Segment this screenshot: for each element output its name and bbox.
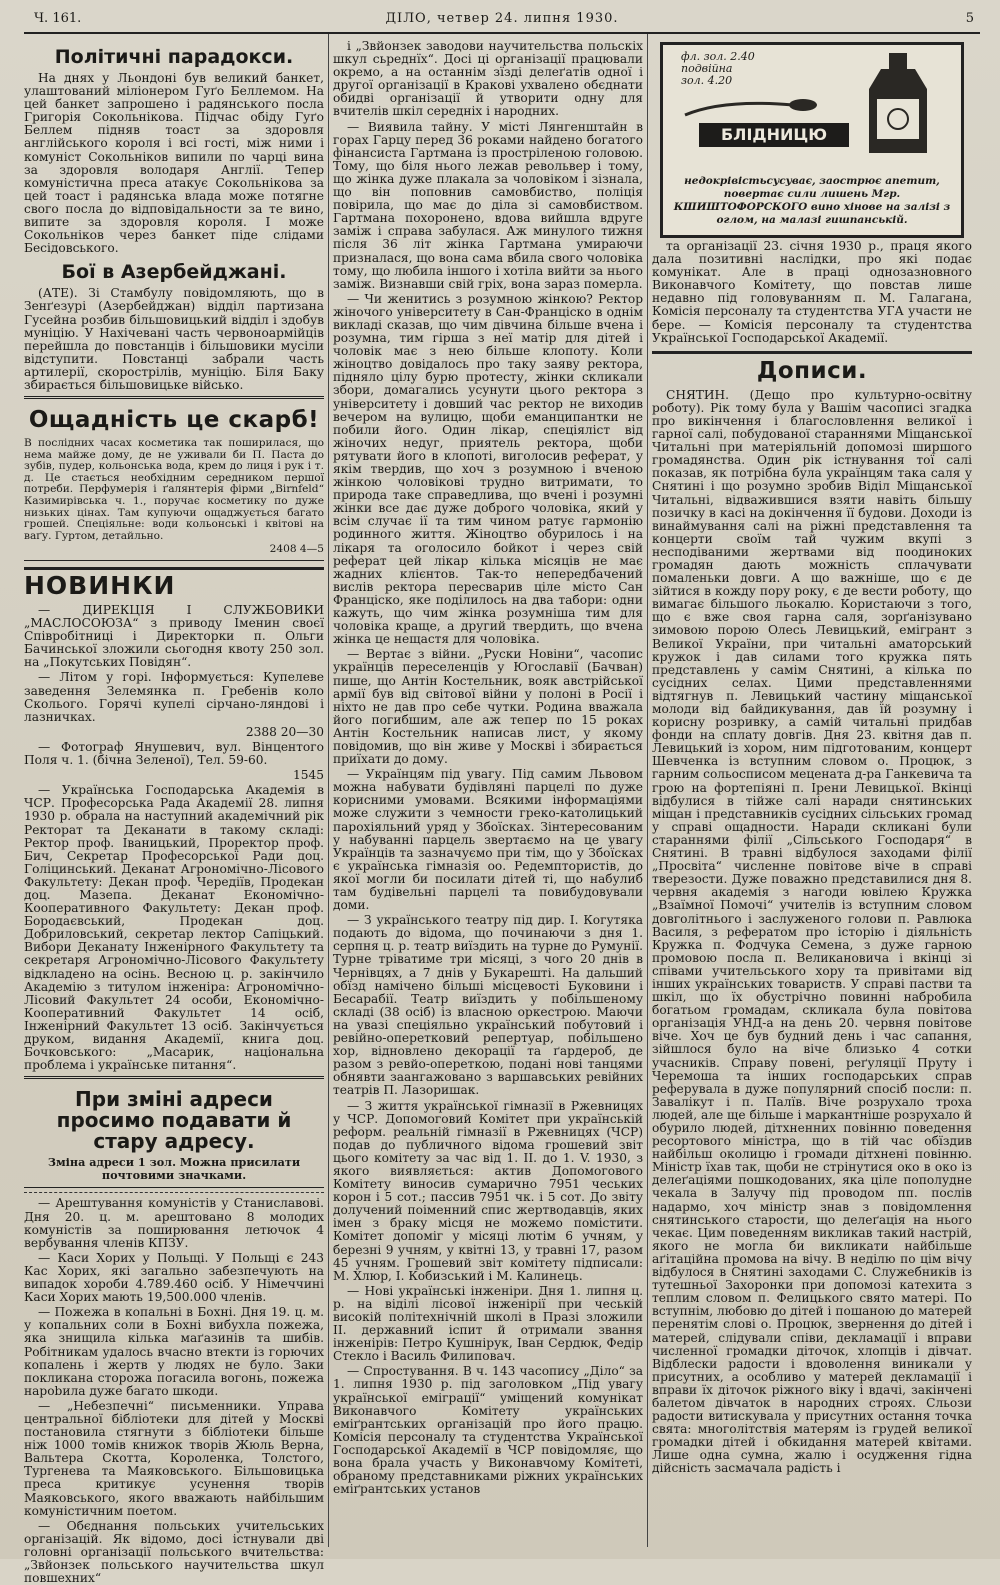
bottle-icon	[861, 49, 951, 159]
news-maslosoyuz: — ДИРЕКЦІЯ І СЛУЖБОВИКИ „МАСЛОСОЮЗА“ з приводу Іменин своєї Співробітниці і Директорки п. Ольги Бачинської зложили сьогодня квоту 250 зол. на „Покутських Повідян“.	[24, 603, 324, 670]
news-fire: — Пожежа в копальні в Бохні. Дня 19. ц. м. у копальних соли в Бохні вибухла пожежа, яка знищила кілька маґазинів та шибів. Робітникам удалось вчасно втекти із горючих копалень і жертв у людях не було. Заки покликана сторожа погасила вогонь, пожежа нарobила дуже багато шкоди.	[24, 1305, 324, 1398]
headline-political: Політичні парадокси.	[54, 46, 294, 68]
news-gymnasium: — З життя української гімназії в Ржевницях у ЧСР. Допомоговий Комітет при українській реформ. реальній гімназії в Ржевницях (ЧСР) подав до публичного відома грошевий звіт цього комітету за час від 1. II. до 1. V. 1930, з якого виявляється: актив Допомогового Комітету виносив сумарично 7951 чеських корон і 5 сот.; пассив 7951 чк. і 5 сот. До звіту долучений поіменний спис жертводавців, яких імен з браку місця не можемо помістити. Комітет допоміг у місяці лютім 6 учням, у березні 9 учням, у квітні 13, у травні 17, разом 45 учням. Грошевий звіт комітету підписали: М. Хлюр, І. Кобизський і М. Калинець.	[333, 1098, 643, 1283]
ad-slogan: недокрівістьсусуває, заострює апетит, повертає сили лишень Мгр. КШИШТОФОРСКОГО вино хінове на залізі з оглом, на малазі гишпанській.	[673, 175, 951, 226]
savings-text: В послідних часах косметика так поширилася, що нема майже дому, де не уживали би П. Паста до зубів, пудер, кольонська вода, крем до лиця і рук і т. д. Це стається необхідним середником першої потреби. Перфумерія і ґалянтерія фірми „Birnfeld“ Казимирівська ч. 1., поручає косметику по дуже низьких цінах. Там купуючи ощаджується багато грошей. Спеціяльне: води кольонські і квітові на ваґу. Гуртом, детайльно.	[24, 437, 324, 542]
dashed-divider	[24, 1192, 324, 1193]
news-photo: — Фотограф Янушевич, вул. Вінцентого Поля ч. 1. (бічна Зеленої), Тел. 59-60.	[24, 739, 324, 768]
ad-brand: БЛІДНИЦЮ	[699, 123, 849, 147]
article-battles: (АТЕ). Зі Стамбулу повідомляють, що в Зенґезурі (Азербейджан) відділ партизана Гусейна розбив більшовицький відділ і здобув муніцію. У Нахічевані часть червоноармійців перейшла до повстанців і більшовики мусіли відступити. Повстанці забрали часть артилерії, скорострілів, муніцію. Біля Баку збирається більшовицьке військо.	[24, 286, 324, 392]
news-cashiers: — Каси Хорих у Польщі. У Польщі є 243 Кас Хорих, які загально забезпечують на випадок хороби 4.789.460 осіб. У Німеччині Каси Хорих мають 19,500.000 членів.	[24, 1250, 324, 1305]
column-2	[333, 40, 643, 1547]
section-news: НОВИНКИ	[24, 567, 324, 600]
newspaper-title: ДІЛО, четвер 24. липня 1930.	[385, 11, 619, 26]
news-ac-cont: та організації 23. січня 1930 р., праця якого дала позитивні наслідки, про які подає комунікат. Але в праці однозазновного Виконавчого Комітету, що повстав лише недавно під головуванням п. М. Галагана, Комісія персоналу та студентства УГА участи не бере. — Комісія персоналу та студентства Української Господарської Академії.	[652, 239, 972, 345]
spoon-icon	[683, 89, 823, 123]
article-political: На днях у Льондоні був великий банкет, улаштований міліонером Гуґо Беллемом. На цей банкет запрошено і радянського посла Григорія Сокольнікова. Підчас обіду Гуґо Беллем підняв тоаст за здоровля англійського короля і всі гості, між ними і комуніст Сокольніков випили по чарці вина за здоровля володаря Англії. Тепер комуністична преса атакує Сокольнікова за цей тоаст і радянська влада може потягне свого посла до відповідальности за те вино, випите за здоровля короля. І може Сокольніков через банкет піде слідами Бесідовського.	[24, 71, 324, 256]
column-divider	[328, 34, 329, 1547]
news-secret: — Виявила тайну. У місті Лянгенштайн в горах Гарцу перед 36 роками найдено богатого фінансиста Гартмана із простріленою головою. Тому, що біля нього лежав револьвер і тому, що жінка дуже плакала за чоловіком і зізнала, що він поповнив самовбиство, поліція повірила, що має до діла зі самовбиством. Гартмана похоронено, вдова вийшла вдруге заміж і справа забулася. Аж минулого тижня після 36 літ жінка Гартмана умираючи призналася, що вона сама вбила свого чоловіка тому, що любила іншого і хотіла вийти за нього заміж. Визнавши свій гріх, вона зараз померла.	[333, 119, 644, 291]
news-arrest: — Арештування комуністів у Станиславові. Дня 20. ц. м. арештовано 8 молодих комуністів за поширювання летючок 4 вербування членів КПЗУ.	[24, 1196, 324, 1250]
news-photo-number: 1545	[292, 768, 324, 783]
headline-battles: Бої в Азербейджані.	[61, 261, 287, 284]
address-note: Зміна адреси 1 зол. Можна присилати почтовими значками.	[47, 1155, 301, 1182]
medicine-ad	[660, 42, 964, 238]
ad-price: фл. зол. 2.40 подвійна зол. 4.20	[681, 50, 755, 87]
article-snyatyn: СНЯТИН. (Дещо про культурно-освітну роботу). Рік тому була у Вашім часописі згадка про викінчення і благословлення великої і гарної салі, побудованої стараннями Міщанської Читальні при матеріяльній допомозі ширшого громадянства. Один рік істнування тої салі показав, як потрібна була українцям така саля у Снятині і що розумно зробив Віділ Міщанської Читальні, відважившися взяти навіть більшу позичку в касі на докінчення її будови. Доходи із винаймування салі на ріжні представлення та концерти своїм тай чужим вкупі з несподіваними жертвами від поодиноких громадян дають можність сплачувати помаленьки довги. А що важніше, що є де зійтися в кожду пору року, є де вести роботу, що вимагає більшого льокалю. Користаючи з того, що є вже своя гарна саля, зорґанізувано зимовою порою Олесь Левицький, емігрант з Великої України, при читальні аматорський кружок і дав силами того кружка пять представлень у самім Снятині, а кілька по сусідних селах. Цими представленнями відтягнув п. Левицький частину міщанської молоди від байдикування, дав їй розумну і корисну розривку, а самій читальні придбав фонди на сплату довгів. Дня 23. квітня дав п. Левицький із хором, ним підготованим, концерт Шевченка із вступним словом о. Процюк, з гарним сольосписом мецената д-ра Ганкевича та грою на фортепіяні п. Ірени Левицької. Вкінці відбулися в тійже салі наради снятинських міщан і представників сусідних сільських громад у справі ощадности. Наради скликані були стараннями філії „Сільського Господаря“ в Снятині. В травні відбулося заходами філії „Просвіта“ численне повітове віче в справі тверезости. Дуже поважно представилися дня 8. червня академія з нагоди ювілею Кружка „Взаїмної Помочі“ учителів із вступним словом довголітнього і заслуженого голови п. Равлюка Василя, з рефератом про історію і діяльність Кружка п. Фодчука Семена, з дуже гарною промовою посла п. Великановича і вкінці зі співами учительського хору та привітами від інших українських товариств. У справі пастви та шкіл, що їх обустрічно повинні набробила богатьом громадам, скликала була повітова організація УНД-а на день 20. червня повітове віче. Хоч це був будний день і час сапання, зійшлося було на віче близько 4 сотки учасників. Справу повені, реґуляції Пруту і Черемоша та інших господарських справ реферувала в дуже популярний спосіб посли: п. Завалікут і п. Палїв. Віче розрухало троха людей, але ще більше і маркантніше розрухало й обурило людей, дітхненних повінню поведення ресортового міністра, що в тій час обїздив найбільш околицю і громади дітхнені повінню. Міністр їхав так, щоби не стрінутися око в око із делеґаціями пошкодованих, яка ціле пополудне чекала в Залучу під проводом пп. послів надармо, хоч міністр знав з повідомлення снятинського старости, що делеґація на нього чекає. Цим поведенням викликав такий настрій, якого не могла би викликати найбільше аґітаційна промова на вічу. В неділю по цім вічу відбулося в Снятині заходами С. Служебників із тутешньої Захоронки при допомозі катехита з теплим словом п. Фелицького свято матері. По вступнім, любовю до дітей і пошаною до матерей перенятім слові о. Процюк, звернення до дітей і матерей, слідували співи, декламації і вправи численної громадки діточок, хлопців і дівчат. Відблески радости і вдоволення виникали у присутних, а особливо у матерей декламації і вправи їх діточок ріжного віку і вдачі, закінчені балетом дівчаток в народних строях. Сльози радости витискувала у присутних остання точка свята: многолітствія матерям із грудей великої громадки дітей і обкидання матерей квітами. Лише одна сумна, жалю і осудження гідна дійсність засмачала радість і	[652, 387, 972, 1476]
address-notice	[24, 1076, 324, 1188]
news-correction: — Спростування. В ч. 143 часопису „Діло“ за 1. липня 1930 р. під заголовком „Під увагу української еміграції“ уміщений комунікат Виконавчого Комітету українських еміґрантських організацій про його працю. Комісія персоналу та студентства Української Господарської Академії в ЧСР повідомляє, що вона брала участь у Виконавчому Комітеті, обраному представниками ріжних українських еміґрантських установ	[333, 1364, 643, 1497]
headline-savings: Ощадність це скарб!	[28, 407, 320, 434]
news-engineers: — Нові українські інженіри. Дня 1. липня ц. р. на віділі лісової інженірії при чеській високій політехнічній школі в Празі зложили II. державний іспит й отримали звання інженірів: Петро Кушнірук, Іван Сердюк, Федір Стекло і Василь Филиповач.	[333, 1283, 643, 1364]
news-summer-number: 2388 20—30	[245, 724, 324, 739]
column-3	[652, 240, 972, 1547]
news-attention: — Українцям під увагу. Під самим Львовом можна набувати будівляні парцелі по дуже корисними умовами. Всякими інформаціями може служити з чемности греко-католицький парохіяльний уряд у Збоїсках. Зінтересованим у набуванні парцель звертаємо на це увагу Українців та зазначуємо при тім, що у Збоїсках є українська гімназія оо. Редемптористів, до якої могли би посилати дітей ті, що набулиб там будівельні парцелі та повибудовували доми.	[333, 767, 643, 913]
headline-letters: Дописи.	[652, 351, 972, 385]
news-academy: — Українська Господарська Академія в ЧСР. Професорська Рада Академії 28. липня 1930 р. обрала на наступний академічний рік Ректорат та Деканати в такому складі: Ректор проф. Іваницький, Проректор проф. Бич, Секретар Професорської Ради доц. Голіцинський. Деканат Агрономічно-Лісового Факультету: Декан проф. Чередіїв, Продекан доц. Мазепа. Деканат Економічно-Кооперативного Факультету: Декан проф. Бородаєвський, Продекан доц. Добриловський, секретар лектор Сапіцький. Вибори Деканату Інженірного Факультету та секретаря Агрономічно-Лісового Факультету відкладено на осінь. Весною ц. р. закінчило Академію з титулом інженіра: Агрономічно-Лісовий Факультет 24 особи, Економічно-Кооперативний Факультет 14 осіб, Інженірний Факультет 13 осіб. Закінчується друком, видання Академії, книга доц. Бочковського: „Масарик, національна проблема і українське питання“.	[24, 783, 324, 1073]
savings-ad	[24, 396, 324, 561]
column-divider	[647, 34, 648, 1547]
page-header	[24, 8, 980, 30]
news-theatre: — З українського театру під дир. І. Когутяка подають до відома, що починаючи з дня 1. серпня ц. р. театр виїздить на турне до Румунії. Турне тріватиме три місяці, з чого 20 днів в Чернівцях, а 7 днів у Букарешті. На дальший обїзд намічено більші місцевості Буковини і Бесарабії. Театр виїздить у побільшеному складі (38 осіб) із власною оркестрою. Маючи на увазі спеціяльно український побутовий і ревійно-оперетковий репертуар, побільшено хор, відновлено декорації та ґардероб, де разом з ревйо-опереткою, подані нові танцями обнявти заангажовано з варшавських ревійних театрів П. Лазоришак.	[333, 913, 643, 1098]
news-return: — Вертає з війни. „Руски Новіни“, часопис українців переселенців у Югославії (Бачван) пише, що Антін Костельник, вояк австрійської армії був від світової війни у полоні в Росії і ніхто не дав про себе чутки. Родина вважала його погибшим, але аж тепер по 15 роках Антін Костельник написав лист, у якому повідомив, що він живе у Москві і збирається приїхати до дому.	[333, 647, 643, 767]
news-writers: — „Небезпечні“ письменники. Управа центральної бібліотеки для дітей у Москві постановила стягнути з бібліотеки більше ніж 1000 томів книжок творів Жюль Верна, Вальтера Скотта, Короленка, Толстого, Тургенева та Маяковського. Більшовицька преса критикує усунення творів Маяковського, якого вважають найбільшим комуністичним поетом.	[24, 1398, 324, 1518]
news-marry: — Чи женитись з розумною жінкою? Ректор жіночого університету в Сан-Франціско в однім викладі сказав, що чим дівчина більше вчена і розумна, тим гірша з неї матір для дітей і чоловік має з нею більше клопоту. Коли жіноцтво довідалось про таку заяву ректора, підняло цілу бурю протесту, жінки скликали збори, домагались усунути цього ректора з університету і довший час ректор не виходив вечером на вулицю, щоби еманципантки не побили його. Один лікар, спеціяліст від жіночих недуг, приятель ректора, щоби рятувати його в клопоті, виголосив реферат, у якім твердив, що хоч з розумною і вченою жінкою чоловікові трудно витримати, то природа таке справедлива, що вчені і розумні жінки все дає дуже доброго чоловіка, який у всім случає ії та тим чином ратує гармонію родинного життя. Жіноцтво обурилось і на лікаря та оголосило бойкот і через свій реферат цей лікар кілька місяців не має жадних клієнтов. Так-то непередбачений вислів ректора пересварив ціле місто Сан Франціско, яке поділилось на два табори: одни кажуть, що чим жінка розумніша тим для чоловіка краще, а другий твердить, що вчена жінка це нещастя для чоловіка.	[333, 291, 643, 647]
column-3-top	[652, 40, 972, 240]
issue-number: Ч. 161.	[34, 11, 82, 26]
news-teachers-cont: і „Звйонзек заводови научительства польскіх шкул сьреднїх“. Досі ці організації працювали окремо, а на останнім зїзді делеґатів одної і другої організації в Кракові ухвалено обєднати обидві організації й утворити одну для вчителів шкіл середніх і народних.	[333, 39, 643, 119]
news-summer: — Літом у горі. Інформується: Купелеве заведення Зелемянка п. Гребенів коло Сколього. Горячі купелі сірчано-ляндові і лазничках.	[24, 670, 324, 724]
headline-address: При зміні адреси просимо подавати й стару адресу.	[56, 1087, 292, 1154]
savings-number: 2408 4—5	[269, 543, 324, 556]
news-teachers: — Обєднання польських учительських організацій. Як відомо, досі істнували дві головні організації польського вчительства: „Звйонзек польського научительства шкул повшехних“	[24, 1518, 324, 1585]
column-1	[24, 40, 324, 1585]
header-rule	[24, 32, 980, 34]
page-number: 5	[965, 11, 974, 26]
